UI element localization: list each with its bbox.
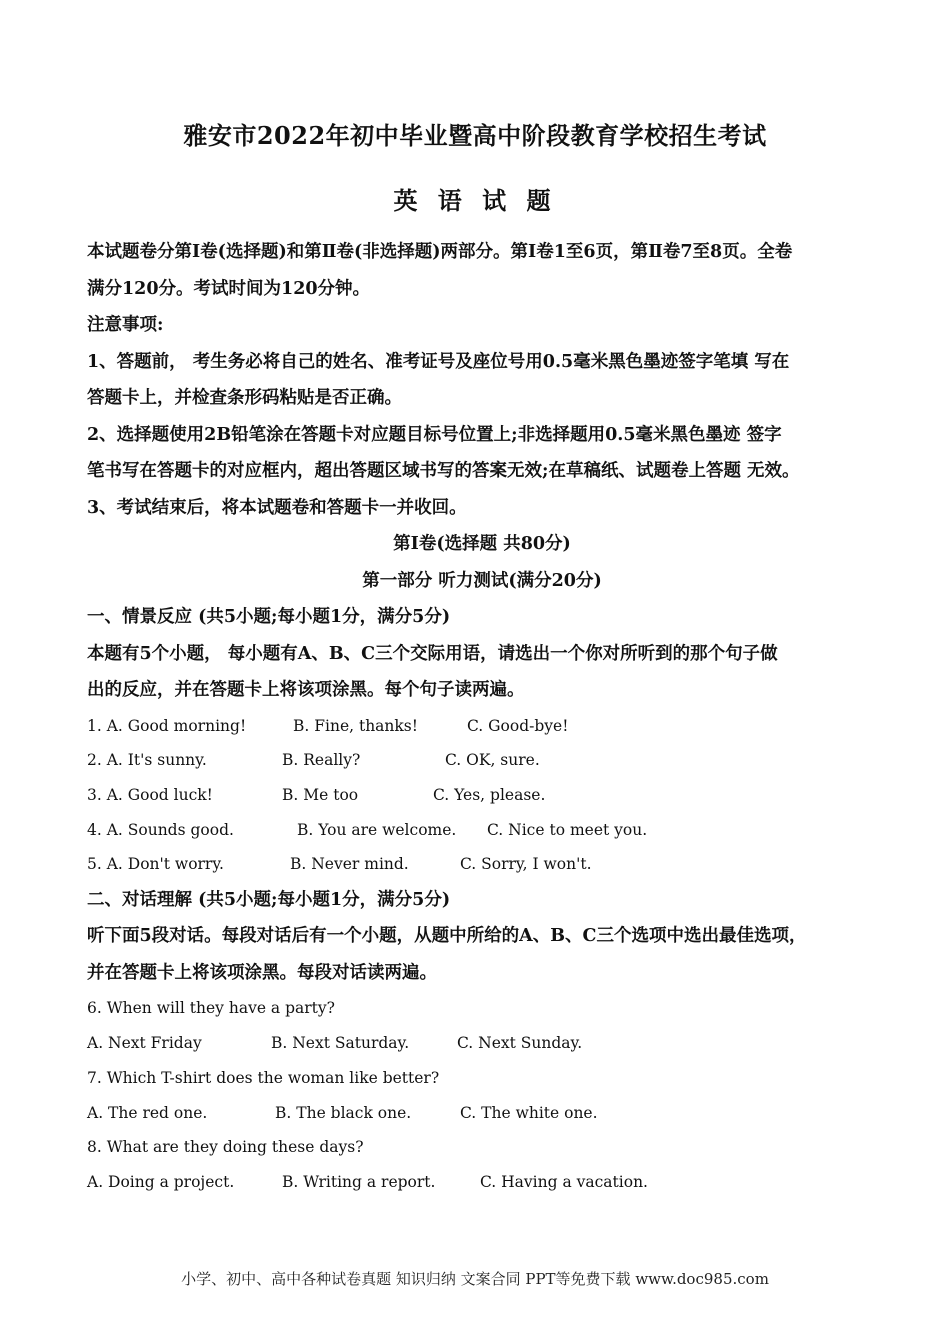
option-b: B. You are welcome. — [297, 820, 457, 839]
option-b: B. Next Saturday. — [271, 1034, 410, 1053]
exam-body — [87, 234, 877, 1200]
option-c: C. Next Sunday. — [457, 1034, 583, 1053]
option-c: C. OK, sure. — [445, 751, 540, 770]
option-a: A. Next Friday — [87, 1034, 202, 1053]
option-a: 4. A. Sounds good. — [87, 820, 234, 839]
option-c: C. Good-bye! — [467, 716, 569, 735]
notice-line: 1、答题前， 考生务必将自己的姓名、准考证号及座位号用0.5毫米黑色墨迹签字笔填 写在 — [87, 351, 790, 372]
section1-heading: 一、情景反应 (共5小题;每小题1分，满分5分) — [87, 607, 451, 627]
option-b: B. Writing a report. — [282, 1172, 436, 1191]
intro-line: 本试题卷分第Ⅰ卷(选择题)和第Ⅱ卷(非选择题)两部分。第Ⅰ卷1至6页，第Ⅱ卷7至8页。全卷 — [87, 242, 793, 262]
option-b: B. Never mind. — [290, 855, 409, 874]
notice-heading: 注意事项: — [87, 315, 164, 335]
question-row — [87, 1165, 877, 1200]
option-b: B. The black one. — [275, 1103, 412, 1122]
page-footer: 小学、初中、高中各种试卷真题 知识归纳 文案合同 PPT等免费下载 www.doc985.com — [181, 1270, 769, 1288]
option-a: A. Doing a project. — [87, 1172, 235, 1191]
question-row — [87, 1096, 877, 1131]
notice-line: 答题卡上，并检查条形码粘贴是否正确。 — [87, 388, 402, 408]
question-stem: 8. What are they doing these days? — [87, 1138, 364, 1157]
option-b: B. Fine, thanks! — [293, 716, 418, 735]
section2-heading: 二、对话理解 (共5小题;每小题1分，满分5分) — [87, 889, 451, 910]
question-row — [87, 813, 877, 848]
volume-heading: 第Ⅰ卷(选择题 共80分) — [393, 534, 571, 554]
option-c: C. The white one. — [460, 1103, 598, 1122]
option-c: C. Nice to meet you. — [487, 820, 648, 839]
section2-instruction: 听下面5段对话。每段对话后有一个小题，从题中所给的A、B、C三个选项中选出最佳选项， — [87, 926, 807, 947]
notice-line: 2、选择题使用2B铅笔涂在答题卡对应题目标号位置上;非选择题用0.5毫米黑色墨迹 签字 — [87, 424, 782, 445]
option-a: 5. A. Don't worry. — [87, 855, 224, 874]
option-c: C. Having a vacation. — [480, 1172, 648, 1191]
option-b: B. Me too — [282, 785, 359, 804]
exam-subtitle: 英 语 试 题 — [393, 186, 557, 215]
question-stem: 7. Which T-shirt does the woman like better? — [87, 1068, 440, 1087]
option-a: 3. A. Good luck! — [87, 785, 213, 804]
exam-title: 雅安市2022年初中毕业暨高中阶段教育学校招生考试 — [183, 121, 767, 150]
question-row — [87, 847, 877, 882]
notice-line: 笔书写在答题卡的对应框内，超出答题区域书写的答案无效;在草稿纸、试题卷上答题 无效。 — [87, 461, 800, 481]
intro-line: 满分120分。考试时间为120分钟。 — [87, 278, 371, 299]
question-row — [87, 743, 877, 778]
question-row — [87, 709, 877, 744]
question-row — [87, 778, 877, 813]
option-a: 2. A. It's sunny. — [87, 751, 207, 770]
notice-line: 3、考试结束后，将本试题卷和答题卡一并收回。 — [87, 497, 467, 518]
question-stem: 6. When will they have a party? — [87, 999, 335, 1018]
section2-instruction: 并在答题卡上将该项涂黑。每段对话读两遍。 — [87, 962, 437, 983]
section1-instruction: 出的反应，并在答题卡上将该项涂黑。每个句子读两遍。 — [87, 680, 525, 700]
question-row — [87, 1026, 877, 1061]
section1-instruction: 本题有5个小题， 每小题有A、B、C三个交际用语，请选出一个你对所听到的那个句子做 — [87, 643, 778, 664]
part-heading: 第一部分 听力测试(满分20分) — [362, 570, 602, 591]
option-c: C. Sorry, I won't. — [460, 855, 592, 874]
option-a: 1. A. Good morning! — [87, 716, 247, 735]
option-c: C. Yes, please. — [433, 785, 546, 804]
option-b: B. Really? — [282, 751, 361, 770]
option-a: A. The red one. — [87, 1103, 208, 1122]
